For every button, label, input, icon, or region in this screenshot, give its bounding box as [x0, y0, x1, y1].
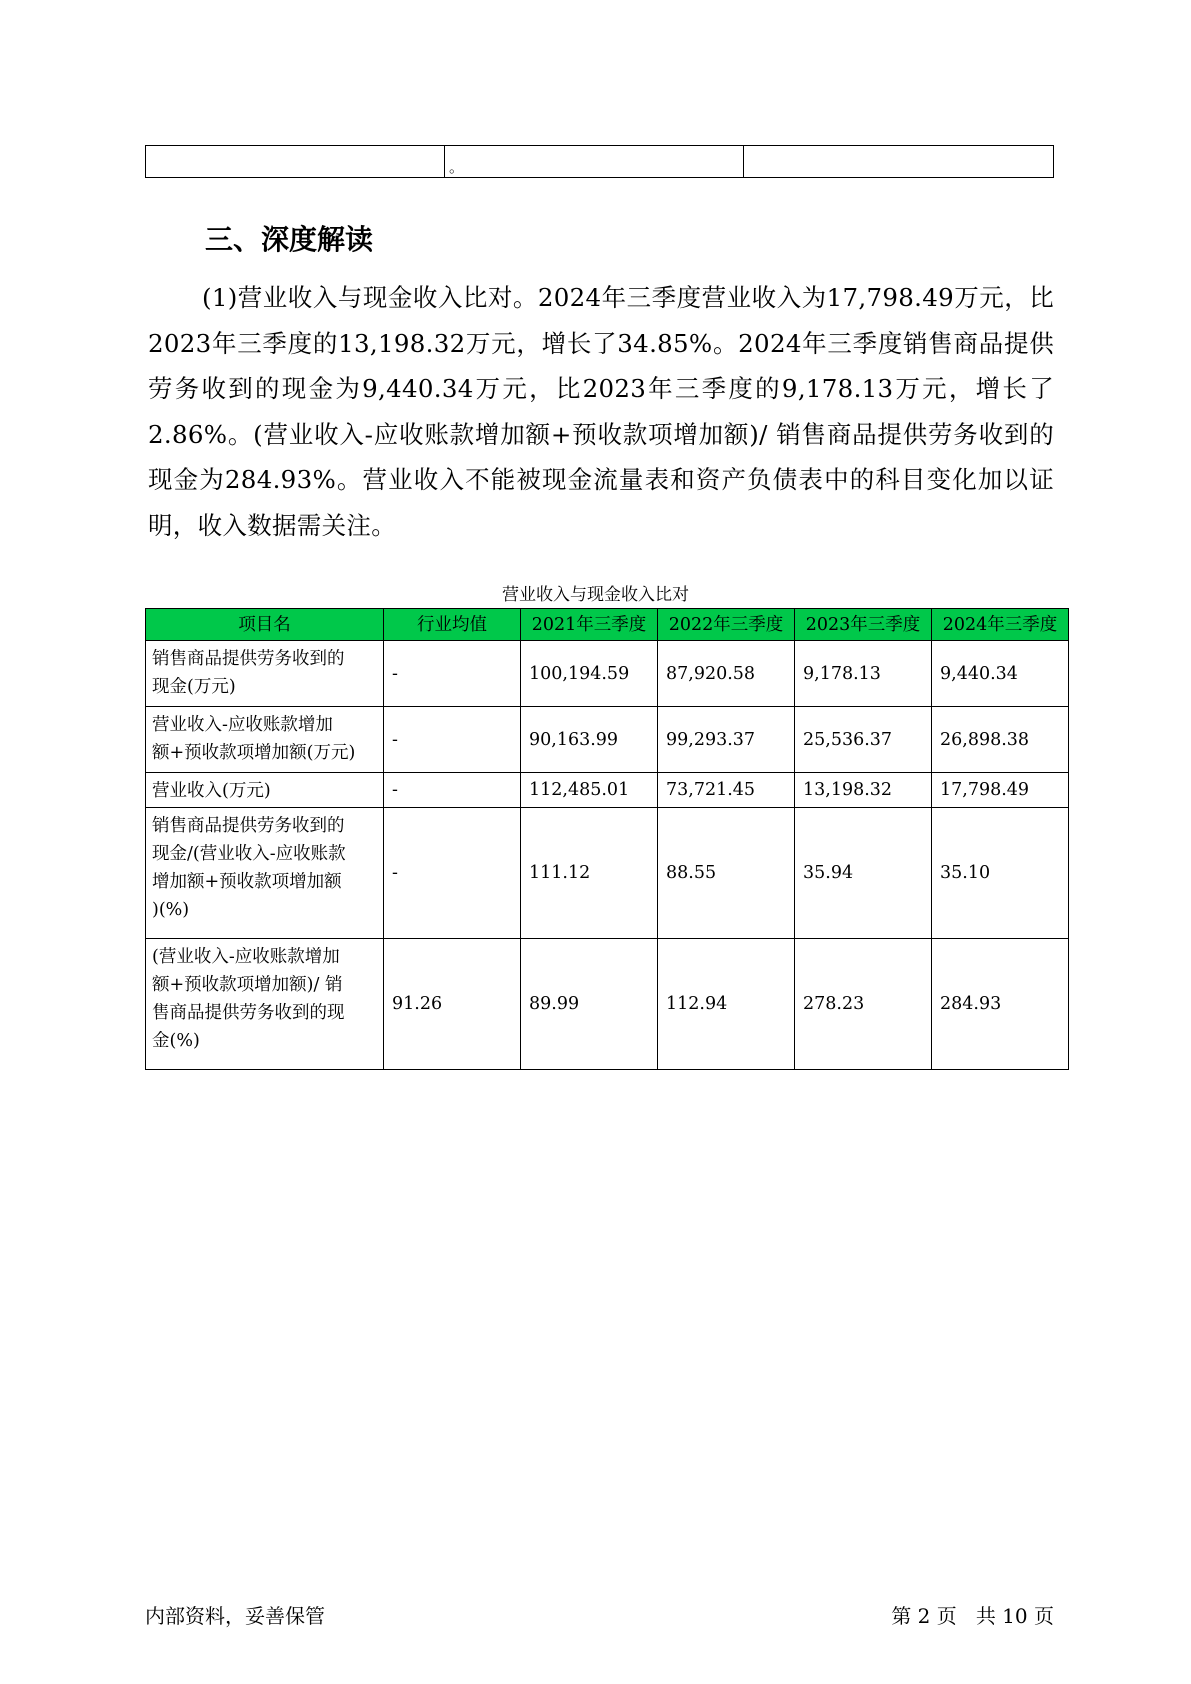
table-cell: 35.94 — [795, 808, 932, 939]
table-header-row — [146, 609, 1069, 641]
row-label — [146, 808, 384, 939]
table-cell: 9,178.13 — [795, 641, 932, 707]
row-label — [146, 773, 384, 808]
table-cell: - — [384, 773, 521, 808]
table-row — [146, 146, 1054, 178]
row-label-line: 销售商品提供劳务收到的 — [152, 649, 345, 669]
table-cell: 112,485.01 — [521, 773, 658, 808]
table-cell: 13,198.32 — [795, 773, 932, 808]
table-cell: 35.10 — [932, 808, 1069, 939]
table-cell: - — [384, 808, 521, 939]
table-cell: - — [384, 707, 521, 773]
row-label-line: 额+预收款项增加额)/ 销 — [152, 975, 343, 995]
table-cell — [146, 146, 445, 178]
column-header: 2024年三季度 — [932, 609, 1069, 641]
analysis-paragraph: (1)营业收入与现金收入比对。2024年三季度营业收入为17,798.49万元，比2023年三季度的13,198.32万元，增长了34.85%。2024年三季度销售商品提供劳务收到的现金为9,440.34万元，比2023年三季度的9,178.13万元，增长了2.86%。(营业收入-应收账款增加额+预收款项增加额)/ 销售商品提供劳务收到的现金为284.93%。营业收入不能被现金流量表和资产负债表中的科目变化加以证明，收入数据需关注。 — [148, 283, 1054, 540]
table-caption: 营业收入与现金收入比对 — [502, 585, 689, 605]
table-cell: 26,898.38 — [932, 707, 1069, 773]
row-label-line: 销售商品提供劳务收到的 — [152, 816, 345, 836]
row-label-line: 额+预收款项增加额(万元) — [152, 743, 356, 763]
row-label-line: 增加额+预收款项增加额 — [152, 872, 342, 892]
table-cell: 25,536.37 — [795, 707, 932, 773]
table-cell: 88.55 — [658, 808, 795, 939]
table-cell: 17,798.49 — [932, 773, 1069, 808]
table-row — [146, 939, 1069, 1070]
table-cell — [744, 146, 1054, 178]
table-cell: 90,163.99 — [521, 707, 658, 773]
row-label-line: 现金/(营业收入-应收账款 — [152, 844, 346, 864]
column-header: 2022年三季度 — [658, 609, 795, 641]
column-header: 行业均值 — [384, 609, 521, 641]
table-cell: 91.26 — [384, 939, 521, 1070]
row-label-line: (营业收入-应收账款增加 — [152, 947, 340, 967]
table-cell: 99,293.37 — [658, 707, 795, 773]
row-label-line: 售商品提供劳务收到的现 — [152, 1003, 345, 1023]
row-label — [146, 641, 384, 707]
row-label — [146, 939, 384, 1070]
table-cell: 278.23 — [795, 939, 932, 1070]
table-cell: 284.93 — [932, 939, 1069, 1070]
table-cell: 111.12 — [521, 808, 658, 939]
column-header: 2021年三季度 — [521, 609, 658, 641]
column-header: 2023年三季度 — [795, 609, 932, 641]
table-cell: 9,440.34 — [932, 641, 1069, 707]
row-label-line: 营业收入-应收账款增加 — [152, 715, 333, 735]
row-label-line: 营业收入(万元) — [152, 781, 271, 801]
footer-confidential-note: 内部资料，妥善保管 — [145, 1604, 325, 1628]
row-label-line: 金(%) — [152, 1031, 200, 1051]
table-cell: 。 — [445, 146, 744, 178]
top-table-fragment — [145, 145, 1054, 178]
row-label-line: )(%) — [152, 900, 190, 920]
table-cell: 87,920.58 — [658, 641, 795, 707]
row-label-line: 现金(万元) — [152, 677, 236, 697]
table-cell: 73,721.45 — [658, 773, 795, 808]
table-cell: 100,194.59 — [521, 641, 658, 707]
column-header: 项目名 — [146, 609, 384, 641]
table-row — [146, 808, 1069, 939]
table-cell: 112.94 — [658, 939, 795, 1070]
page-number: 第 2 页 共 10 页 — [891, 1604, 1054, 1628]
row-label — [146, 707, 384, 773]
table-row — [146, 707, 1069, 773]
comparison-table — [145, 608, 1069, 1070]
table-cell: - — [384, 641, 521, 707]
table-cell: 89.99 — [521, 939, 658, 1070]
section-heading: 三、深度解读 — [205, 223, 374, 256]
table-row — [146, 773, 1069, 808]
table-row — [146, 641, 1069, 707]
